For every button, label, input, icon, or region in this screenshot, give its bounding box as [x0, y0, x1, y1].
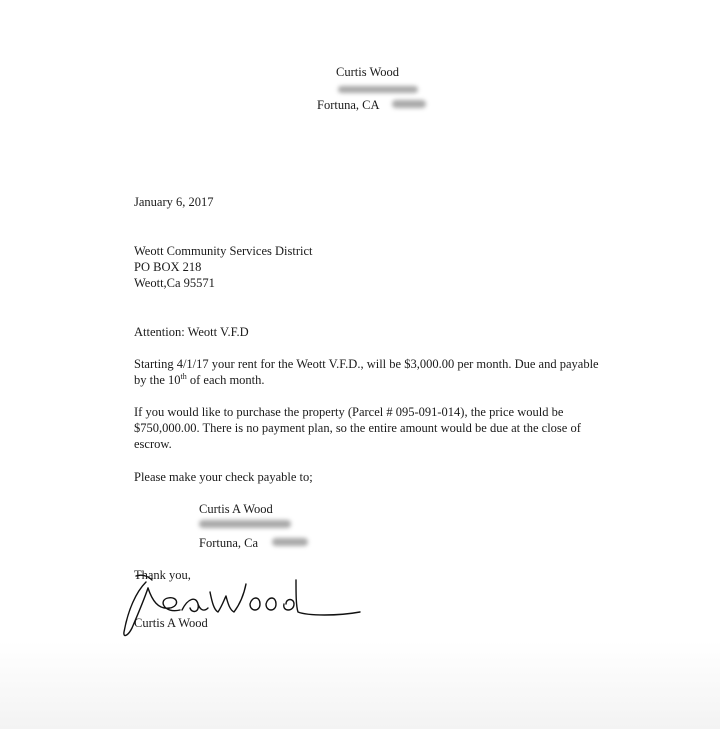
rent-superscript: th — [180, 371, 187, 381]
signature-printed-name: Curtis A Wood — [134, 616, 208, 630]
letterhead-name: Curtis Wood — [336, 65, 400, 79]
rent-text-part2: of each month. — [186, 373, 265, 387]
redacted-street-address — [338, 86, 418, 93]
recipient-line-3: Weott,Ca 95571 — [134, 276, 215, 290]
handwritten-signature — [118, 570, 368, 640]
rent-text-part1: Starting 4/1/17 your rent for the Weott V.F.D., will be $3,000.00 per month. Due and payable by the 10 — [134, 357, 599, 387]
rent-paragraph — [134, 356, 606, 388]
payee-name: Curtis A Wood — [199, 502, 273, 516]
redacted-payee-zip — [272, 538, 308, 546]
signature-stroke-a — [182, 599, 208, 611]
signature-stroke-loop — [148, 588, 180, 611]
signature-stroke-o2 — [266, 598, 276, 610]
signature-stroke-tail — [136, 575, 152, 580]
recipient-line-1: Weott Community Services District — [134, 244, 313, 258]
closing-thanks: Thank you, — [134, 568, 191, 582]
attention-line: Attention: Weott V.F.D — [134, 325, 249, 339]
redacted-payee-street — [199, 520, 291, 528]
purchase-paragraph: If you would like to purchase the property (Parcel # 095-091-014), the price would be $750,000.00. There is no payment plan, so the entire amount would be due at the close of escrow. — [134, 405, 581, 451]
recipient-line-2: PO BOX 218 — [134, 260, 202, 274]
payable-line: Please make your check payable to; — [134, 470, 313, 484]
signature-stroke-d — [284, 580, 360, 615]
signature-stroke-c — [124, 582, 148, 635]
letterhead-city: Fortuna, CA — [317, 98, 380, 112]
payee-city: Fortuna, Ca — [199, 536, 259, 550]
signature-stroke-w — [210, 584, 246, 612]
letter-date: January 6, 2017 — [134, 195, 214, 209]
signature-stroke-o — [250, 598, 260, 610]
redacted-zip — [392, 100, 426, 108]
